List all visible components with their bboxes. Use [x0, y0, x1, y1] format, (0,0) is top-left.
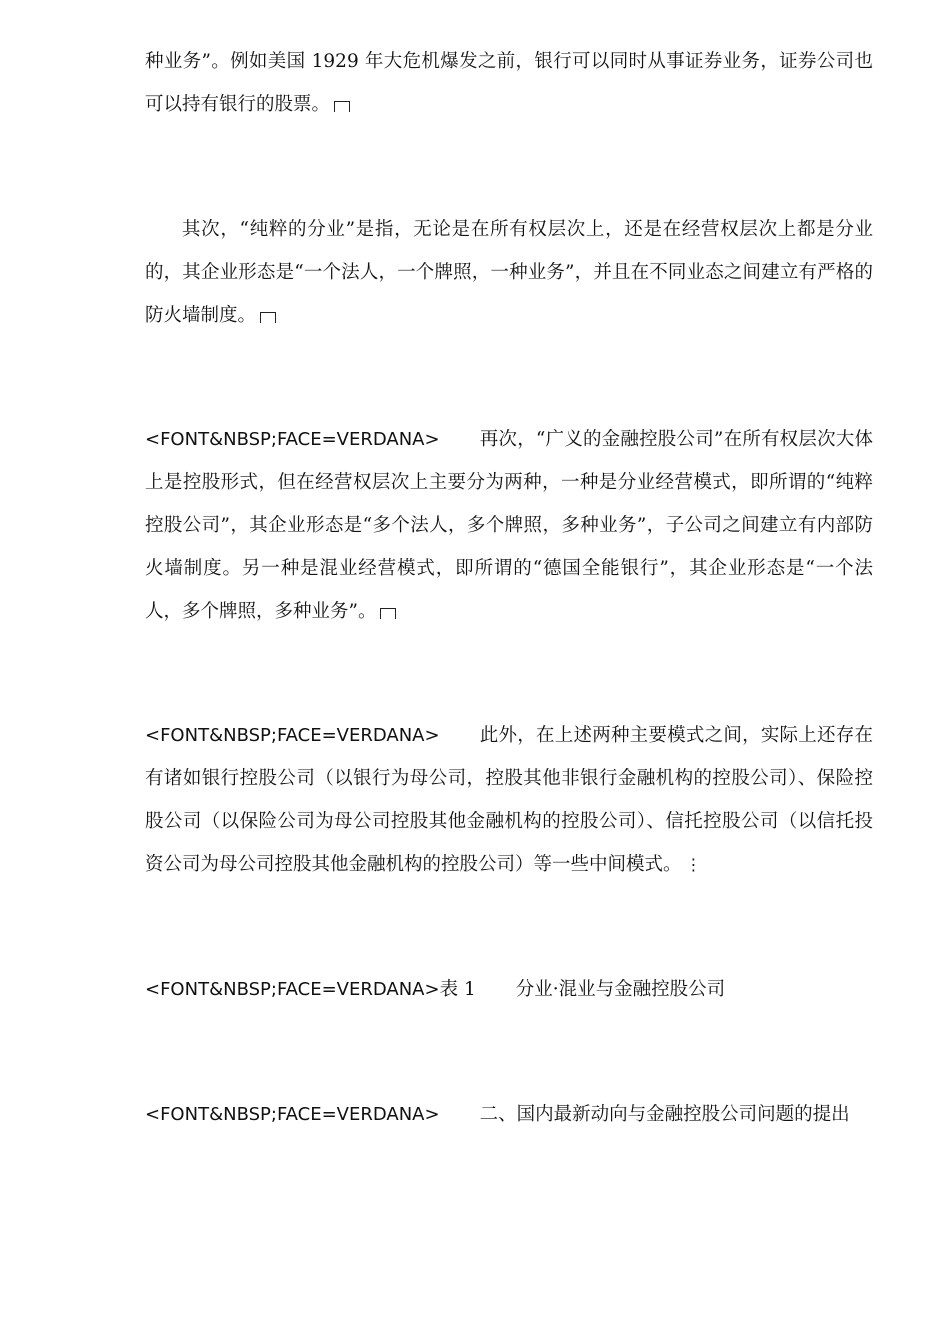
- paragraph-1: [145, 40, 873, 126]
- anchor-mark-icon: [260, 312, 276, 323]
- section-heading: [145, 1093, 873, 1136]
- paragraph-3-text: 再次，“广义的金融控股公司”在所有权层次大体上是控股形式，但在经营权层次上主要分为两种，一种是分业经营模式，即所谓的“纯粹控股公司”，其企业形态是“多个法人，多个牌照，多种业务”，子公司之间建立有内部防火墙制度。另一种是混业经营模式，即所谓的“德国全能银行”，其企业形态是“一个法人，多个牌照，多种业务”。: [145, 429, 873, 622]
- paragraph-1-text: 种业务”。例如美国 1929 年大危机爆发之前，银行可以同时从事证券业务，证券公司也可以持有银行的股票。: [145, 51, 873, 115]
- anchor-mark-icon: [334, 101, 350, 112]
- paragraph-3: [145, 418, 873, 633]
- font-tag-prefix: <FONT&NBSP;FACE=VERDANA>: [145, 979, 440, 1000]
- paragraph-2: [145, 208, 873, 337]
- section-heading-text: 二、国内最新动向与金融控股公司问题的提出: [479, 1104, 850, 1125]
- font-tag-prefix: <FONT&NBSP;FACE=VERDANA>: [145, 1104, 440, 1125]
- anchor-mark-icon: [380, 608, 396, 619]
- table-caption: [145, 968, 873, 1011]
- font-tag-prefix: <FONT&NBSP;FACE=VERDANA>: [145, 429, 440, 450]
- table-title: 分业·混业与金融控股公司: [515, 979, 726, 1000]
- paragraph-4-text: 此外，在上述两种主要模式之间，实际上还存在有诸如银行控股公司（以银行为母公司，控股其他非银行金融机构的控股公司）、保险控股公司（以保险公司为母公司控股其他金融机构的控股公司）、信托控股公司（以信托投资公司为母公司控股其他金融机构的控股公司）等一些中间模式。: [145, 725, 873, 875]
- font-tag-prefix: <FONT&NBSP;FACE=VERDANA>: [145, 725, 440, 746]
- paragraph-4: [145, 714, 873, 886]
- paragraph-2-text: 其次，“纯粹的分业”是指，无论是在所有权层次上，还是在经营权层次上都是分业的，其企业形态是“一个法人，一个牌照，一种业务”，并且在不同业态之间建立有严格的防火墙制度。: [145, 219, 873, 326]
- table-label: 表 1: [439, 979, 476, 1000]
- vertical-ellipsis-icon: ⋮: [685, 855, 702, 874]
